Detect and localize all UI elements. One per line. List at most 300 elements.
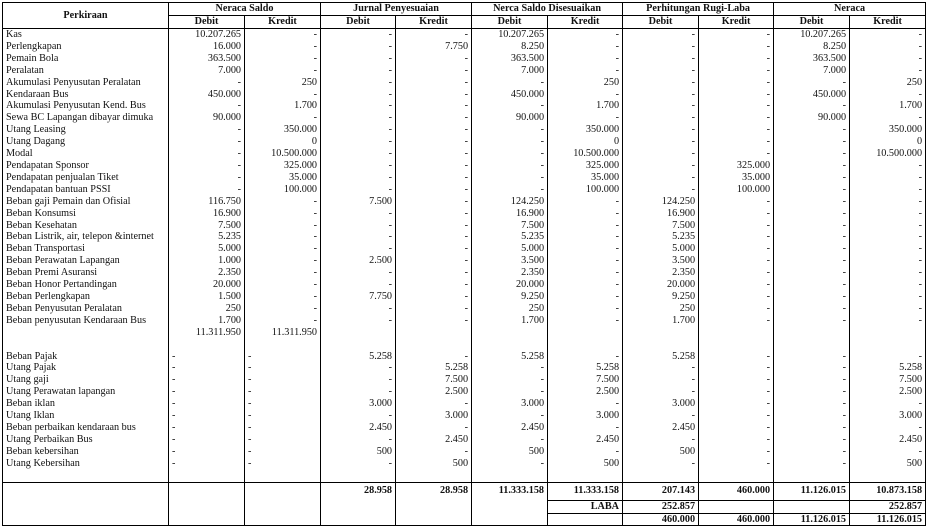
debit-cell: - — [623, 41, 699, 53]
n-debit-total: 11.126.015 — [774, 482, 850, 500]
debit-cell: - — [774, 386, 850, 398]
debit-cell: - — [623, 124, 699, 136]
empty-cell — [472, 470, 548, 483]
grand-rl-debit: 460.000 — [623, 513, 699, 526]
account-row — [3, 29, 926, 41]
debit-cell: 2.350 — [169, 267, 245, 279]
account-row — [3, 89, 926, 101]
n-kredit-total: 10.873.158 — [850, 482, 926, 500]
header-kredit: Kredit — [850, 16, 926, 29]
account-row — [3, 255, 926, 267]
debit-cell: - — [623, 434, 699, 446]
kredit-cell: - — [245, 374, 321, 386]
debit-cell: - — [774, 303, 850, 315]
debit-cell: - — [169, 398, 245, 410]
debit-cell: - — [169, 124, 245, 136]
kredit-cell: - — [245, 220, 321, 232]
kredit-cell: - — [699, 255, 774, 267]
kredit-cell: 1.700 — [548, 100, 623, 112]
kredit-cell: - — [548, 41, 623, 53]
debit-cell: 10.207.265 — [774, 29, 850, 41]
kredit-cell: - — [699, 422, 774, 434]
account-name: Sewa BC Lapangan dibayar dimuka — [3, 112, 169, 124]
debit-cell: 10.207.265 — [169, 29, 245, 41]
debit-cell: - — [623, 89, 699, 101]
account-row — [3, 303, 926, 315]
kredit-cell: - — [548, 422, 623, 434]
account-name: Pemain Bola — [3, 53, 169, 65]
account-name: Perlengkapan — [3, 41, 169, 53]
kredit-cell: - — [699, 136, 774, 148]
kredit-cell: 3.000 — [850, 410, 926, 422]
kredit-cell: - — [699, 124, 774, 136]
debit-cell: - — [321, 65, 396, 77]
kredit-cell: 10.500.000 — [548, 148, 623, 160]
account-row — [3, 351, 926, 363]
kredit-cell: - — [850, 41, 926, 53]
spacer-row — [3, 339, 926, 351]
account-row — [3, 65, 926, 77]
debit-cell: - — [321, 231, 396, 243]
empty-cell — [774, 339, 850, 351]
debit-cell: - — [623, 386, 699, 398]
debit-cell: 124.250 — [623, 196, 699, 208]
kredit-cell: 10.500.000 — [850, 148, 926, 160]
empty-cell — [774, 470, 850, 483]
debit-cell: - — [321, 124, 396, 136]
kredit-cell: 325.000 — [699, 160, 774, 172]
debit-cell: - — [169, 446, 245, 458]
kredit-cell: 250 — [548, 77, 623, 89]
account-row — [3, 112, 926, 124]
kredit-cell: - — [245, 41, 321, 53]
account-row — [3, 410, 926, 422]
kredit-cell: - — [245, 386, 321, 398]
debit-cell: - — [321, 362, 396, 374]
spacer-row — [3, 470, 926, 483]
debit-cell: - — [321, 160, 396, 172]
jp-debit-total: 28.958 — [321, 482, 396, 526]
debit-cell: - — [623, 53, 699, 65]
kredit-cell: 2.500 — [850, 386, 926, 398]
empty-cell — [623, 327, 699, 339]
debit-cell: - — [169, 386, 245, 398]
kredit-cell: 3.000 — [396, 410, 472, 422]
debit-cell: - — [169, 77, 245, 89]
empty-cell — [699, 470, 774, 483]
kredit-cell: - — [396, 53, 472, 65]
debit-cell: - — [774, 279, 850, 291]
account-name: Utang Perawatan lapangan — [3, 386, 169, 398]
debit-cell: 2.450 — [321, 422, 396, 434]
header-debit: Debit — [774, 16, 850, 29]
debit-cell: - — [321, 208, 396, 220]
debit-cell: 5.235 — [472, 231, 548, 243]
kredit-cell: - — [699, 196, 774, 208]
empty-cell — [548, 470, 623, 483]
debit-cell: - — [321, 89, 396, 101]
header-kredit: Kredit — [548, 16, 623, 29]
account-name: Kendaraan Bus — [3, 89, 169, 101]
header-kredit: Kredit — [699, 16, 774, 29]
ns-kredit-total: 11.311.950 — [245, 327, 321, 339]
debit-cell: 2.450 — [623, 422, 699, 434]
debit-cell: - — [169, 410, 245, 422]
kredit-cell: 350.000 — [245, 124, 321, 136]
debit-cell: 5.000 — [623, 243, 699, 255]
accounts-part2 — [3, 351, 926, 470]
kredit-cell: - — [699, 77, 774, 89]
account-row — [3, 386, 926, 398]
header-neraca-saldo-disesuaikan: Nerca Saldo Disesuaikan — [472, 3, 623, 16]
kredit-cell: - — [396, 446, 472, 458]
debit-cell: 7.000 — [472, 65, 548, 77]
debit-cell: 2.350 — [623, 267, 699, 279]
kredit-cell: - — [699, 315, 774, 327]
accounts-part1 — [3, 29, 926, 327]
kredit-cell: 2.450 — [850, 434, 926, 446]
kredit-cell: - — [396, 29, 472, 41]
debit-cell: - — [623, 29, 699, 41]
kredit-cell: 35.000 — [245, 172, 321, 184]
debit-cell: 7.500 — [623, 220, 699, 232]
kredit-cell: - — [245, 89, 321, 101]
debit-cell: 8.250 — [472, 41, 548, 53]
account-row — [3, 446, 926, 458]
account-name: Utang Perbaikan Bus — [3, 434, 169, 446]
debit-cell: - — [321, 410, 396, 422]
debit-cell: 363.500 — [169, 53, 245, 65]
kredit-cell: - — [245, 279, 321, 291]
kredit-cell: - — [548, 267, 623, 279]
kredit-cell: - — [245, 315, 321, 327]
kredit-cell: 0 — [548, 136, 623, 148]
rl-kredit-total: 460.000 — [699, 482, 774, 500]
account-row — [3, 267, 926, 279]
account-row — [3, 100, 926, 112]
kredit-cell: - — [850, 351, 926, 363]
kredit-cell: - — [699, 41, 774, 53]
debit-cell: - — [472, 160, 548, 172]
header-debit: Debit — [321, 16, 396, 29]
header-group-row — [3, 3, 926, 16]
debit-cell: 3.500 — [623, 255, 699, 267]
debit-cell: - — [623, 458, 699, 470]
kredit-cell: - — [396, 208, 472, 220]
header-jurnal-penyesuaian: Jurnal Penyesuaian — [321, 3, 472, 16]
profit-rl-debit: 252.857 — [623, 500, 699, 513]
totals-section — [3, 470, 926, 526]
trial-balance-total-section — [3, 327, 926, 351]
debit-cell: 250 — [472, 303, 548, 315]
account-name: Utang gaji — [3, 374, 169, 386]
debit-cell: - — [321, 172, 396, 184]
debit-cell: - — [774, 77, 850, 89]
kredit-cell: - — [850, 172, 926, 184]
kredit-cell: - — [548, 65, 623, 77]
debit-cell: - — [623, 65, 699, 77]
kredit-cell: 5.258 — [850, 362, 926, 374]
kredit-cell: - — [699, 148, 774, 160]
kredit-cell: - — [850, 303, 926, 315]
account-row — [3, 136, 926, 148]
debit-cell: 1.700 — [169, 315, 245, 327]
debit-cell: 5.000 — [472, 243, 548, 255]
kredit-cell: - — [699, 362, 774, 374]
debit-cell: - — [472, 434, 548, 446]
empty-cell — [3, 339, 169, 351]
kredit-cell: - — [396, 220, 472, 232]
kredit-cell: - — [396, 231, 472, 243]
kredit-cell: 325.000 — [245, 160, 321, 172]
kredit-cell: - — [850, 279, 926, 291]
debit-cell: - — [169, 422, 245, 434]
account-row — [3, 160, 926, 172]
debit-cell: - — [774, 291, 850, 303]
account-name: Beban perbaikan kendaraan bus — [3, 422, 169, 434]
kredit-cell: - — [396, 100, 472, 112]
debit-cell: 7.500 — [321, 196, 396, 208]
account-row — [3, 148, 926, 160]
debit-cell: 5.235 — [169, 231, 245, 243]
kredit-cell: 2.450 — [396, 434, 472, 446]
debit-cell: - — [472, 362, 548, 374]
debit-cell: - — [169, 374, 245, 386]
account-name: Beban Transportasi — [3, 243, 169, 255]
debit-cell: 90.000 — [472, 112, 548, 124]
empty-cell — [396, 339, 472, 351]
kredit-cell: - — [548, 303, 623, 315]
kredit-cell: 100.000 — [245, 184, 321, 196]
debit-cell: 500 — [472, 446, 548, 458]
kredit-cell: - — [699, 208, 774, 220]
profit-n-kredit: 252.857 — [850, 500, 926, 513]
debit-cell: 2.350 — [472, 267, 548, 279]
kredit-cell: 35.000 — [548, 172, 623, 184]
account-name: Utang Pajak — [3, 362, 169, 374]
empty-cell — [396, 327, 472, 339]
kredit-cell: - — [548, 279, 623, 291]
account-row — [3, 196, 926, 208]
account-name: Beban Penyusutan Peralatan — [3, 303, 169, 315]
kredit-cell: - — [396, 148, 472, 160]
debit-cell: - — [774, 267, 850, 279]
debit-cell: 9.250 — [472, 291, 548, 303]
kredit-cell: - — [548, 196, 623, 208]
account-name: Akumulasi Penyusutan Peralatan — [3, 77, 169, 89]
kredit-cell: - — [245, 196, 321, 208]
empty-cell — [548, 327, 623, 339]
trial-balance-total-row — [3, 327, 926, 339]
empty-cell — [169, 470, 245, 483]
debit-cell: 363.500 — [774, 53, 850, 65]
kredit-cell: - — [548, 208, 623, 220]
debit-cell: - — [169, 148, 245, 160]
account-row — [3, 291, 926, 303]
kredit-cell: - — [850, 243, 926, 255]
debit-cell: 90.000 — [774, 112, 850, 124]
header-debit: Debit — [472, 16, 548, 29]
account-row — [3, 398, 926, 410]
debit-cell: 16.900 — [169, 208, 245, 220]
account-name: Pendapatan bantuan PSSI — [3, 184, 169, 196]
kredit-cell: - — [245, 29, 321, 41]
debit-cell: - — [774, 422, 850, 434]
debit-cell: - — [321, 184, 396, 196]
empty-cell — [850, 339, 926, 351]
kredit-cell: - — [699, 100, 774, 112]
kredit-cell: 5.258 — [396, 362, 472, 374]
kredit-cell: 7.750 — [396, 41, 472, 53]
debit-cell: - — [321, 148, 396, 160]
kredit-cell: - — [396, 398, 472, 410]
kredit-cell: - — [699, 243, 774, 255]
debit-cell: 116.750 — [169, 196, 245, 208]
empty-cell — [3, 327, 169, 339]
debit-cell: - — [472, 184, 548, 196]
account-name: Utang Leasing — [3, 124, 169, 136]
debit-cell: - — [472, 386, 548, 398]
header-rugi-laba: Perhitungan Rugi-Laba — [623, 3, 774, 16]
kredit-cell: - — [396, 315, 472, 327]
debit-cell: - — [472, 100, 548, 112]
debit-cell: - — [623, 362, 699, 374]
debit-cell: 5.258 — [472, 351, 548, 363]
kredit-cell: 2.450 — [548, 434, 623, 446]
account-name: Pendapatan penjualan Tiket — [3, 172, 169, 184]
account-row — [3, 374, 926, 386]
kredit-cell: - — [850, 184, 926, 196]
kredit-cell: 325.000 — [548, 160, 623, 172]
debit-cell: 3.000 — [623, 398, 699, 410]
kredit-cell: - — [699, 279, 774, 291]
account-name: Beban Konsumsi — [3, 208, 169, 220]
kredit-cell: - — [245, 112, 321, 124]
kredit-cell: - — [699, 374, 774, 386]
account-name: Beban gaji Pemain dan Ofisial — [3, 196, 169, 208]
kredit-cell: 3.000 — [548, 410, 623, 422]
debit-cell: - — [623, 410, 699, 422]
kredit-cell: - — [245, 458, 321, 470]
kredit-cell: - — [396, 136, 472, 148]
empty-cell — [774, 327, 850, 339]
account-row — [3, 231, 926, 243]
kredit-cell: - — [850, 65, 926, 77]
empty-cell — [699, 339, 774, 351]
kredit-cell: - — [548, 351, 623, 363]
debit-cell: - — [774, 196, 850, 208]
kredit-cell: - — [850, 208, 926, 220]
kredit-cell: - — [850, 196, 926, 208]
header-kredit: Kredit — [245, 16, 321, 29]
debit-cell: - — [321, 315, 396, 327]
kredit-cell: 100.000 — [548, 184, 623, 196]
debit-cell: - — [623, 374, 699, 386]
debit-cell: - — [472, 374, 548, 386]
account-row — [3, 208, 926, 220]
header-debit: Debit — [623, 16, 699, 29]
account-name: Beban Pajak — [3, 351, 169, 363]
kredit-cell: - — [699, 398, 774, 410]
debit-cell: - — [774, 136, 850, 148]
debit-cell: 2.500 — [321, 255, 396, 267]
debit-cell: - — [774, 148, 850, 160]
account-row — [3, 77, 926, 89]
kredit-cell: - — [548, 53, 623, 65]
kredit-cell: - — [548, 29, 623, 41]
account-row — [3, 243, 926, 255]
kredit-cell: - — [699, 291, 774, 303]
debit-cell: - — [321, 112, 396, 124]
account-name: Beban Perlengkapan — [3, 291, 169, 303]
account-name: Beban kebersihan — [3, 446, 169, 458]
kredit-cell: - — [850, 89, 926, 101]
kredit-cell: - — [548, 446, 623, 458]
debit-cell: - — [774, 172, 850, 184]
kredit-cell: - — [245, 255, 321, 267]
kredit-cell: - — [699, 386, 774, 398]
debit-cell: - — [774, 243, 850, 255]
debit-cell: - — [472, 458, 548, 470]
empty-cell — [3, 470, 169, 483]
debit-cell: 16.000 — [169, 41, 245, 53]
kredit-cell: - — [396, 77, 472, 89]
account-row — [3, 124, 926, 136]
debit-cell: - — [321, 386, 396, 398]
nsd-debit-total: 11.333.158 — [472, 482, 548, 526]
debit-cell: - — [321, 458, 396, 470]
debit-cell: - — [623, 112, 699, 124]
debit-cell: - — [321, 53, 396, 65]
debit-cell: - — [623, 160, 699, 172]
debit-cell: 90.000 — [169, 112, 245, 124]
debit-cell: - — [472, 124, 548, 136]
header-debit: Debit — [169, 16, 245, 29]
empty-cell — [245, 339, 321, 351]
account-row — [3, 422, 926, 434]
account-name: Kas — [3, 29, 169, 41]
empty-cell — [245, 470, 321, 483]
empty-cell — [245, 482, 321, 526]
debit-cell: 1.700 — [623, 315, 699, 327]
debit-cell: - — [623, 148, 699, 160]
debit-cell: - — [774, 374, 850, 386]
debit-cell: - — [169, 184, 245, 196]
kredit-cell: 1.700 — [245, 100, 321, 112]
kredit-cell: - — [396, 184, 472, 196]
debit-cell: 500 — [321, 446, 396, 458]
debit-cell: - — [169, 458, 245, 470]
empty-cell — [472, 339, 548, 351]
kredit-cell: - — [850, 422, 926, 434]
kredit-cell: - — [396, 279, 472, 291]
kredit-cell: - — [245, 267, 321, 279]
empty-cell — [850, 327, 926, 339]
debit-cell: 124.250 — [472, 196, 548, 208]
header-neraca: Neraca — [774, 3, 926, 16]
kredit-cell: - — [699, 446, 774, 458]
debit-cell: 16.900 — [623, 208, 699, 220]
profit-label: LABA — [548, 500, 623, 513]
account-row — [3, 315, 926, 327]
empty-cell — [623, 470, 699, 483]
debit-cell: - — [774, 446, 850, 458]
debit-cell: - — [774, 208, 850, 220]
debit-cell: 500 — [623, 446, 699, 458]
kredit-cell: - — [245, 53, 321, 65]
debit-cell: 450.000 — [169, 89, 245, 101]
empty-cell — [850, 470, 926, 483]
